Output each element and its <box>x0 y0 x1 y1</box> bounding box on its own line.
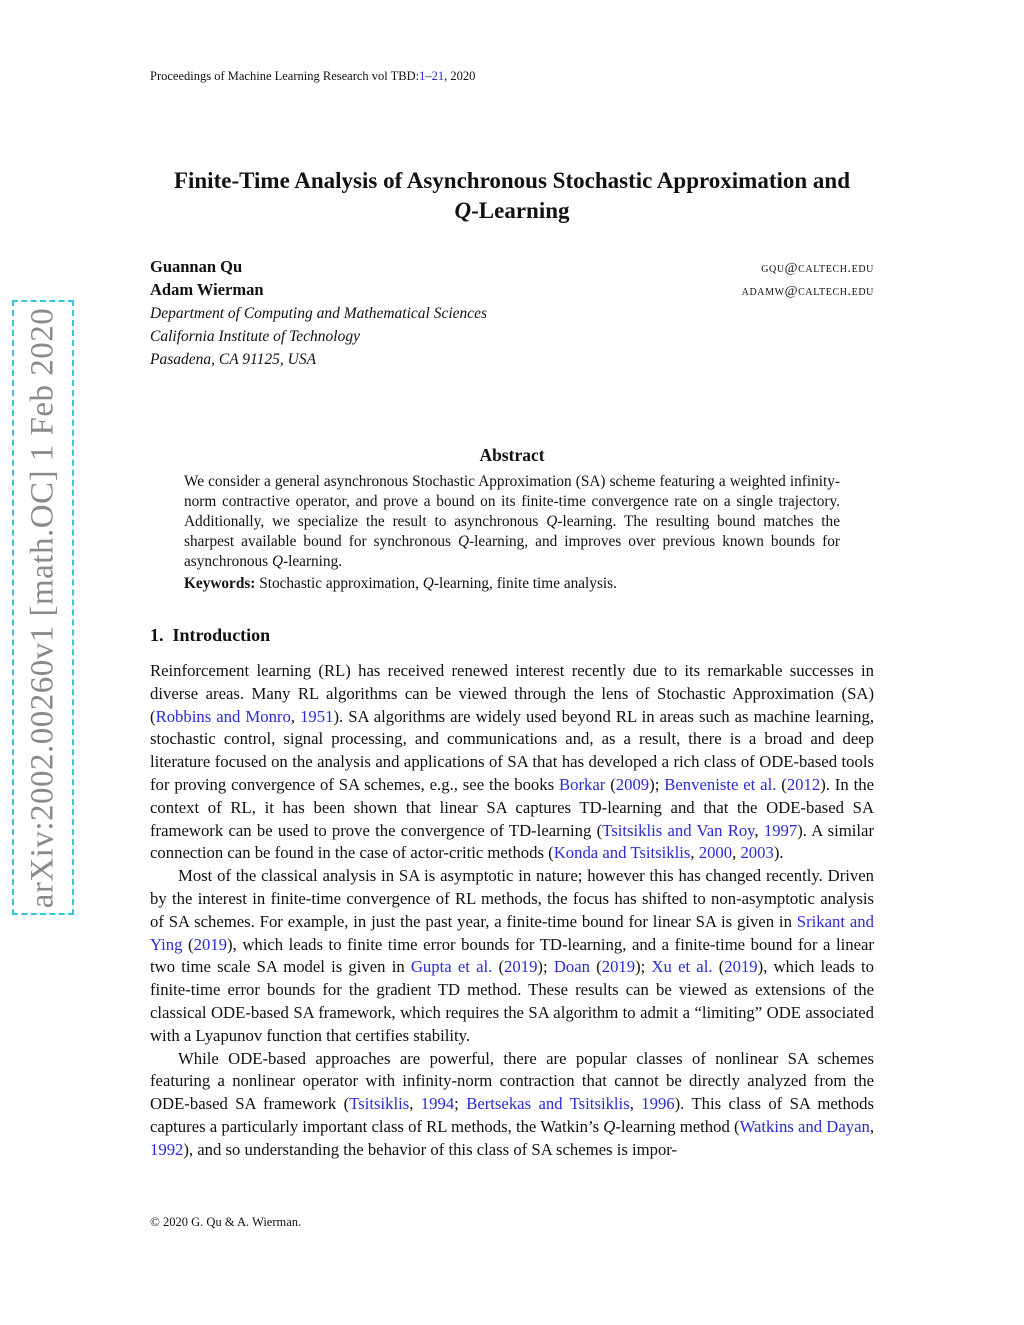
body-text: ( <box>712 957 725 977</box>
citation-year-link[interactable]: 1992 <box>150 1139 184 1159</box>
q-symbol: Q <box>546 513 558 530</box>
citation-link[interactable]: Borkar <box>558 774 606 794</box>
title-line-1: Finite-Time Analysis of Asynchronous Stochastic Approximation and <box>173 168 851 193</box>
author-email: adamw@caltech.edu <box>741 284 874 299</box>
body-text: ); <box>537 957 554 977</box>
body-text: , <box>290 706 301 726</box>
copyright-footer <box>150 1214 301 1230</box>
q-symbol: Q <box>458 533 470 550</box>
abstract-body <box>184 472 840 572</box>
body-text: ). A similar connection can be found in the case of actor-critic methods ( <box>150 820 874 863</box>
body-text: ( <box>776 774 787 794</box>
citation-year-link[interactable]: 2019 <box>724 957 758 977</box>
body-text: ). This class of SA methods captures a particularly important class of RL methods, the Watkin’s <box>150 1094 874 1136</box>
body-text: ); <box>649 774 665 794</box>
title-line-2 <box>100 196 924 226</box>
body-text: ( <box>182 934 194 954</box>
body-text: ( <box>492 957 505 977</box>
q-symbol: Q <box>603 1116 616 1136</box>
citation-link[interactable]: Benveniste et al. <box>664 774 777 794</box>
section-number: 1. <box>150 625 164 645</box>
body-text: -learning method ( <box>615 1116 740 1136</box>
abstract-text: -learning, and improves over previous known bounds for asynchronous <box>184 533 841 570</box>
abstract-heading: Abstract <box>479 445 545 465</box>
citation-year-link[interactable]: 2019 <box>193 934 227 954</box>
body-text: ). In the context of RL, it has been shown that linear SA captures TD-learning and that the ODE-based SA framework can be used to prove the convergence of TD-learning ( <box>150 774 874 840</box>
running-header <box>150 68 475 84</box>
citation-year-link[interactable]: 2000 <box>698 843 733 863</box>
body-text: ); <box>635 957 652 977</box>
keywords <box>184 574 840 594</box>
q-symbol: Q <box>271 553 284 570</box>
citation-year-link[interactable]: 2009 <box>615 774 650 794</box>
citation-year-link[interactable]: 2012 <box>786 774 821 794</box>
body-text: ( <box>605 774 616 794</box>
abstract-text: We consider a general asynchronous Stochastic Approximation (SA) scheme featuring a weighted infinity-norm contractive operator, and prove a bound on its finite-time convergence rate on a single trajectory. Additionally, we specialize the result to asynchronous <box>184 473 840 530</box>
title-q-symbol: Q <box>454 198 472 223</box>
citation-link[interactable]: Doan <box>553 957 590 977</box>
body-text: ; <box>454 1094 467 1114</box>
citation-link[interactable]: Tsitsiklis <box>349 1094 410 1114</box>
body-text: ). <box>773 843 784 863</box>
body-text: Most of the classical analysis in SA is asymptotic in nature; however this has changed recently. Driven by the interest in finite-time convergence of RL methods, the focus has shifted to non-asymptotic analysis of SA schemes. For example, in just the past year, a finite-time bound for linear SA is given in <box>150 866 874 931</box>
arxiv-stamp <box>12 300 74 915</box>
body-text: , <box>690 843 699 863</box>
citation-link[interactable]: Tsitsiklis and Van Roy <box>602 820 755 840</box>
citation-year-link[interactable]: 2019 <box>504 957 538 977</box>
paragraph <box>150 1048 874 1162</box>
abstract-text: -learning. <box>283 553 343 570</box>
page-range-separator: – <box>425 69 432 83</box>
keywords-label: Keywords: <box>184 575 256 592</box>
citation-year-link[interactable]: 1996 <box>641 1094 675 1114</box>
body-text: ), which leads to finite time error bounds for TD-learning, and a finite-time bound for a linear two time scale SA model is given in <box>150 934 874 977</box>
page-end-link[interactable]: 21 <box>431 69 445 83</box>
keywords-text: Stochastic approximation, <box>255 575 423 592</box>
copyright-symbol: © <box>150 1214 160 1229</box>
arxiv-identifier: arXiv:2002.00260v1 [math.OC] 1 Feb 2020 <box>24 307 61 908</box>
abstract-text: -learning. The resulting bound matches the sharpest available bound for synchronous <box>184 513 840 550</box>
citation-year-link[interactable]: 2019 <box>601 957 636 977</box>
page-start-link[interactable]: 1 <box>419 69 426 83</box>
citation-link[interactable]: Srikant and Ying <box>150 911 874 954</box>
citation-link[interactable]: Bertsekas and Tsitsiklis <box>466 1094 630 1114</box>
section-heading <box>150 625 270 646</box>
author-name: Adam Wierman <box>150 280 264 299</box>
citation-year-link[interactable]: 1951 <box>300 706 334 726</box>
citation-year-link[interactable]: 1994 <box>420 1094 455 1114</box>
paper-title <box>100 166 924 226</box>
author-row <box>150 280 874 300</box>
citation-year-link[interactable]: 2003 <box>740 843 774 863</box>
body-text: , <box>409 1094 421 1114</box>
body-text: , <box>754 820 764 840</box>
affiliation-institution: California Institute of Technology <box>150 328 360 345</box>
q-symbol: Q <box>422 575 434 592</box>
author-row <box>150 257 874 277</box>
running-header-prefix: Proceedings of Machine Learning Research vol TBD: <box>150 69 420 83</box>
body-text: While ODE-based approaches are powerful, there are popular classes of nonlinear SA schemes featuring a nonlinear operator with infinity-norm contraction that cannot be directly analyzed from the ODE-based SA framework ( <box>150 1048 874 1114</box>
body-text: ), which leads to finite-time error bounds for the gradient TD method. These results can be viewed as extensions of the classical ODE-based SA framework, which requires the SA algorithm to admit a “limiting” ODE associated with a Lyapunov function that certifies stability. <box>150 957 874 1045</box>
body-text: Reinforcement learning (RL) has received renewed interest recently due to its remarkable successes in diverse areas. Many RL algorithms can be viewed through the lens of Stochastic Approximation (SA) ( <box>150 661 874 726</box>
paragraph <box>150 865 874 1047</box>
citation-link[interactable]: Xu et al. <box>651 957 713 977</box>
citation-link[interactable]: Robbins and Monro <box>155 706 291 726</box>
affiliation-address: Pasadena, CA 91125, USA <box>150 351 317 368</box>
body-text: ), and so understanding the behavior of this class of SA schemes is impor- <box>183 1139 678 1159</box>
section-title: Introduction <box>172 625 271 645</box>
title-line-2-text: -Learning <box>471 198 570 223</box>
author-email: gqu@caltech.edu <box>761 261 874 276</box>
author-name: Guannan Qu <box>150 257 243 276</box>
body-text: ). SA algorithms are widely used beyond RL in areas such as machine learning, stochastic control, signal processing, and communications and, as a result, there is a broad and deep literature focused on the analysis and applications of SA that has developed a rich class of ODE-based tools for proving convergence of SA schemes, e.g., see the books <box>150 706 875 794</box>
citation-link[interactable]: Konda and Tsitsiklis <box>553 843 691 863</box>
keywords-text: -learning, finite time analysis. <box>433 575 617 592</box>
body-text: , <box>629 1094 642 1114</box>
affiliation-department: Department of Computing and Mathematical Sciences <box>150 305 488 322</box>
citation-link[interactable]: Gupta et al. <box>410 957 493 977</box>
citation-year-link[interactable]: 1997 <box>763 820 798 840</box>
body-text: ( <box>589 957 602 977</box>
citation-link[interactable]: Watkins and Dayan <box>739 1116 870 1136</box>
running-header-suffix: , 2020 <box>444 69 476 83</box>
copyright-text: 2020 G. Qu & A. Wierman. <box>159 1215 302 1229</box>
body-text: , <box>732 843 741 863</box>
introduction-body <box>150 660 874 1162</box>
paragraph <box>150 660 874 865</box>
body-text: , <box>869 1116 875 1136</box>
